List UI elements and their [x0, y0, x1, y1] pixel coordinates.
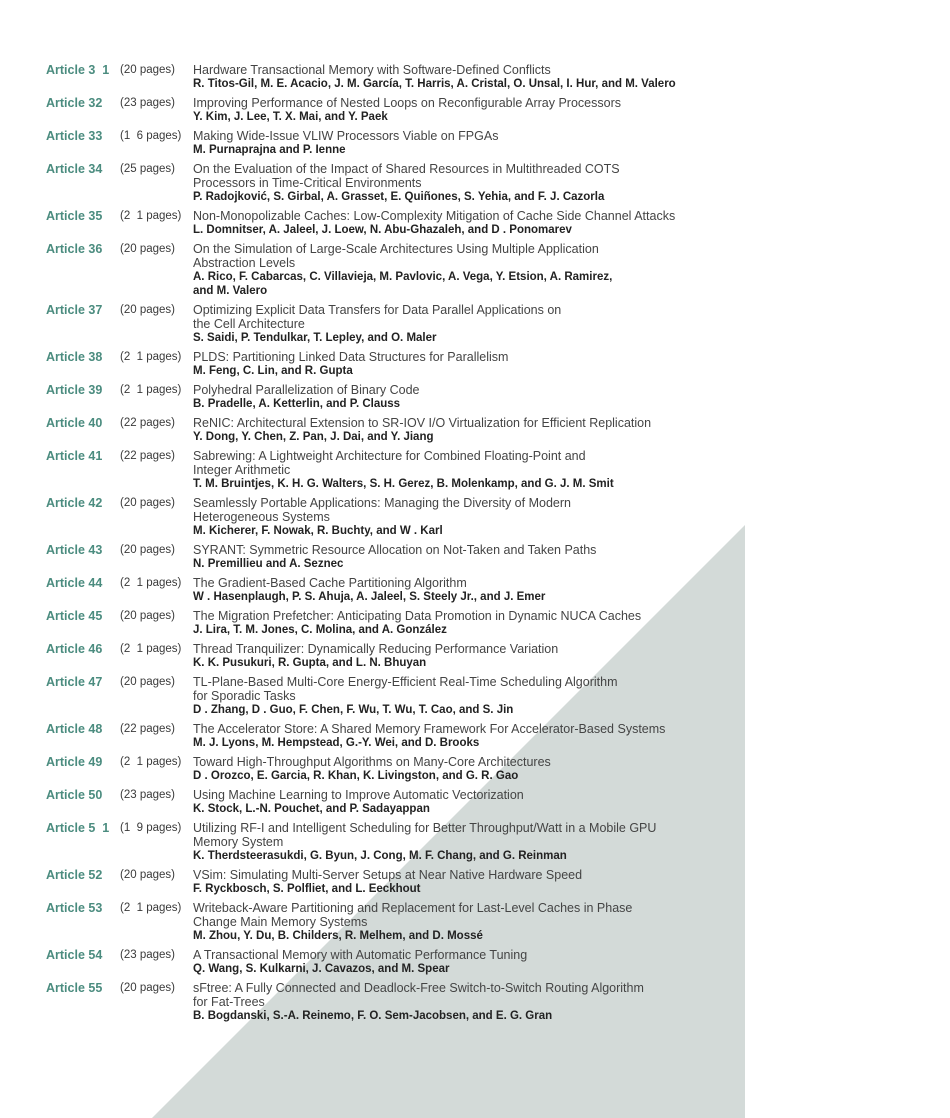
article-authors: B. Bogdanski, S.-A. Reinemo, F. O. Sem-Jacobsen, and E. G. Gran [193, 1010, 553, 1022]
article-number: Article 3 1 [46, 63, 110, 77]
page-count: (22 pages) [120, 417, 175, 429]
toc-entry [46, 496, 726, 538]
article-number: Article 34 [46, 162, 103, 176]
article-title: A Transactional Memory with Automatic Performance Tuning [193, 948, 528, 962]
article-authors: D . Orozco, E. Garcia, R. Khan, K. Livingston, and G. R. Gao [193, 770, 519, 782]
article-title: Seamlessly Portable Applications: Managing the Diversity of Modern Heterogeneous Systems [193, 496, 571, 524]
page-count: (2 1 pages) [120, 756, 182, 768]
page-count: (22 pages) [120, 723, 175, 735]
toc-entry [46, 788, 726, 816]
toc-entry [46, 63, 726, 91]
toc-entry [46, 675, 726, 717]
article-authors: N. Premillieu and A. Seznec [193, 558, 344, 570]
article-number: Article 5 1 [46, 821, 110, 835]
article-number: Article 48 [46, 722, 103, 736]
page-count: (25 pages) [120, 163, 175, 175]
toc-entry [46, 609, 726, 637]
article-authors: Y. Kim, J. Lee, T. X. Mai, and Y. Paek [193, 111, 388, 123]
page-count: (23 pages) [120, 789, 175, 801]
article-authors: A. Rico, F. Cabarcas, C. Villavieja, M. Pavlovic, A. Vega, Y. Etsion, A. Ramirez, and M. Valero [193, 271, 613, 297]
page-count: (2 1 pages) [120, 577, 182, 589]
article-authors: W . Hasenplaugh, P. S. Ahuja, A. Jaleel, S. Steely Jr., and J. Emer [193, 591, 546, 603]
article-authors: J. Lira, T. M. Jones, C. Molina, and A. González [193, 624, 447, 636]
page-count: (2 1 pages) [120, 351, 182, 363]
article-number: Article 49 [46, 755, 103, 769]
article-title: Optimizing Explicit Data Transfers for Data Parallel Applications on the Cell Architecture [193, 303, 562, 331]
article-authors: M. J. Lyons, M. Hempstead, G.-Y. Wei, and D. Brooks [193, 737, 480, 749]
toc-entry [46, 755, 726, 783]
article-title: sFtree: A Fully Connected and Deadlock-Free Switch-to-Switch Routing Algorithm for Fat-Trees [193, 981, 644, 1009]
article-authors: B. Pradelle, A. Ketterlin, and P. Clauss [193, 398, 401, 410]
page-count: (20 pages) [120, 64, 175, 76]
article-title: ReNIC: Architectural Extension to SR-IOV I/O Virtualization for Efficient Replication [193, 416, 652, 430]
article-number: Article 50 [46, 788, 103, 802]
article-title: Thread Tranquilizer: Dynamically Reducing Performance Variation [193, 642, 559, 656]
article-number: Article 46 [46, 642, 103, 656]
page-count: (20 pages) [120, 610, 175, 622]
toc-entry [46, 303, 726, 345]
article-title: PLDS: Partitioning Linked Data Structures for Parallelism [193, 350, 509, 364]
toc-entry [46, 821, 726, 863]
article-title: Polyhedral Parallelization of Binary Code [193, 383, 420, 397]
article-title: SYRANT: Symmetric Resource Allocation on Not-Taken and Taken Paths [193, 543, 597, 557]
page-count: (20 pages) [120, 497, 175, 509]
page-count: (2 1 pages) [120, 384, 182, 396]
article-number: Article 52 [46, 868, 103, 882]
page-count: (23 pages) [120, 97, 175, 109]
article-title: On the Evaluation of the Impact of Shared Resources in Multithreaded COTS Processors in Time-Critical Environments [193, 162, 620, 190]
page-count: (20 pages) [120, 544, 175, 556]
article-number: Article 41 [46, 449, 103, 463]
article-number: Article 53 [46, 901, 103, 915]
article-title: TL-Plane-Based Multi-Core Energy-Efficient Real-Time Scheduling Algorithm for Sporadic Tasks [193, 675, 618, 703]
toc-entry [46, 96, 726, 124]
toc-entry [46, 543, 726, 571]
article-authors: P. Radojković, S. Girbal, A. Grasset, E. Quiñones, S. Yehia, and F. J. Cazorla [193, 191, 605, 203]
article-title: On the Simulation of Large-Scale Architectures Using Multiple Application Abstraction Levels [193, 242, 599, 270]
article-title: Sabrewing: A Lightweight Architecture for Combined Floating-Point and Integer Arithmetic [193, 449, 586, 477]
article-title: Hardware Transactional Memory with Software-Defined Conflicts [193, 63, 551, 77]
page-count: (20 pages) [120, 869, 175, 881]
article-number: Article 54 [46, 948, 103, 962]
article-number: Article 35 [46, 209, 103, 223]
article-authors: M. Feng, C. Lin, and R. Gupta [193, 365, 353, 377]
article-number: Article 42 [46, 496, 103, 510]
article-number: Article 55 [46, 981, 103, 995]
article-number: Article 45 [46, 609, 103, 623]
page-count: (20 pages) [120, 982, 175, 994]
article-number: Article 40 [46, 416, 103, 430]
article-authors: T. M. Bruintjes, K. H. G. Walters, S. H. Gerez, B. Molenkamp, and G. J. M. Smit [193, 478, 614, 490]
toc-entry [46, 576, 726, 604]
page-count: (23 pages) [120, 949, 175, 961]
article-number: Article 37 [46, 303, 103, 317]
page-count: (20 pages) [120, 243, 175, 255]
article-title: Non-Monopolizable Caches: Low-Complexity Mitigation of Cache Side Channel Attacks [193, 209, 676, 223]
article-authors: M. Purnaprajna and P. Ienne [193, 144, 346, 156]
article-authors: Y. Dong, Y. Chen, Z. Pan, J. Dai, and Y. Jiang [193, 431, 434, 443]
article-authors: K. Therdsteerasukdi, G. Byun, J. Cong, M. F. Chang, and G. Reinman [193, 850, 567, 862]
toc-entry [46, 722, 726, 750]
page-count: (20 pages) [120, 676, 175, 688]
article-number: Article 43 [46, 543, 103, 557]
article-authors: R. Titos-Gil, M. E. Acacio, J. M. García, T. Harris, A. Cristal, O. Unsal, I. Hur, and M. Valero [193, 78, 676, 90]
page-count: (20 pages) [120, 304, 175, 316]
article-title: Improving Performance of Nested Loops on Reconfigurable Array Processors [193, 96, 621, 110]
article-title: The Gradient-Based Cache Partitioning Algorithm [193, 576, 467, 590]
toc-entry [46, 901, 726, 943]
toc-entry [46, 350, 726, 378]
article-number: Article 44 [46, 576, 103, 590]
toc-entry [46, 642, 726, 670]
article-title: Using Machine Learning to Improve Automatic Vectorization [193, 788, 524, 802]
article-authors: Q. Wang, S. Kulkarni, J. Cavazos, and M. Spear [193, 963, 450, 975]
page-count: (2 1 pages) [120, 643, 182, 655]
article-title: Making Wide-Issue VLIW Processors Viable on FPGAs [193, 129, 499, 143]
toc-entry [46, 416, 726, 444]
page-count: (2 1 pages) [120, 210, 182, 222]
article-title: The Accelerator Store: A Shared Memory Framework For Accelerator-Based Systems [193, 722, 666, 736]
article-number: Article 36 [46, 242, 103, 256]
article-number: Article 32 [46, 96, 103, 110]
article-number: Article 47 [46, 675, 103, 689]
toc-entry [46, 209, 726, 237]
toc-entry [46, 242, 726, 298]
toc-entry [46, 948, 726, 976]
article-authors: F. Ryckbosch, S. Polfliet, and L. Eeckhout [193, 883, 421, 895]
article-number: Article 33 [46, 129, 103, 143]
page-count: (1 9 pages) [120, 822, 182, 834]
article-title: Writeback-Aware Partitioning and Replacement for Last-Level Caches in Phase Change Main Memory Systems [193, 901, 633, 929]
article-title: VSim: Simulating Multi-Server Setups at Near Native Hardware Speed [193, 868, 583, 882]
toc-entry [46, 129, 726, 157]
toc-entry [46, 383, 726, 411]
table-of-contents [46, 63, 726, 1028]
toc-entry [46, 449, 726, 491]
article-authors: K. Stock, L.-N. Pouchet, and P. Sadayappan [193, 803, 430, 815]
toc-entry [46, 868, 726, 896]
toc-entry [46, 162, 726, 204]
article-title: Toward High-Throughput Algorithms on Many-Core Architectures [193, 755, 551, 769]
article-title: Utilizing RF-I and Intelligent Scheduling for Better Throughput/Watt in a Mobile GPU Memory System [193, 821, 657, 849]
page-count: (1 6 pages) [120, 130, 182, 142]
page-count: (2 1 pages) [120, 902, 182, 914]
article-authors: K. K. Pusukuri, R. Gupta, and L. N. Bhuyan [193, 657, 427, 669]
article-authors: M. Kicherer, F. Nowak, R. Buchty, and W . Karl [193, 525, 443, 537]
article-number: Article 39 [46, 383, 103, 397]
article-authors: M. Zhou, Y. Du, B. Childers, R. Melhem, and D. Mossé [193, 930, 483, 942]
article-number: Article 38 [46, 350, 103, 364]
article-authors: L. Domnitser, A. Jaleel, J. Loew, N. Abu-Ghazaleh, and D . Ponomarev [193, 224, 572, 236]
page-count: (22 pages) [120, 450, 175, 462]
article-authors: S. Saidi, P. Tendulkar, T. Lepley, and O. Maler [193, 332, 437, 344]
article-title: The Migration Prefetcher: Anticipating Data Promotion in Dynamic NUCA Caches [193, 609, 642, 623]
toc-entry [46, 981, 726, 1023]
article-authors: D . Zhang, D . Guo, F. Chen, F. Wu, T. Wu, T. Cao, and S. Jin [193, 704, 514, 716]
